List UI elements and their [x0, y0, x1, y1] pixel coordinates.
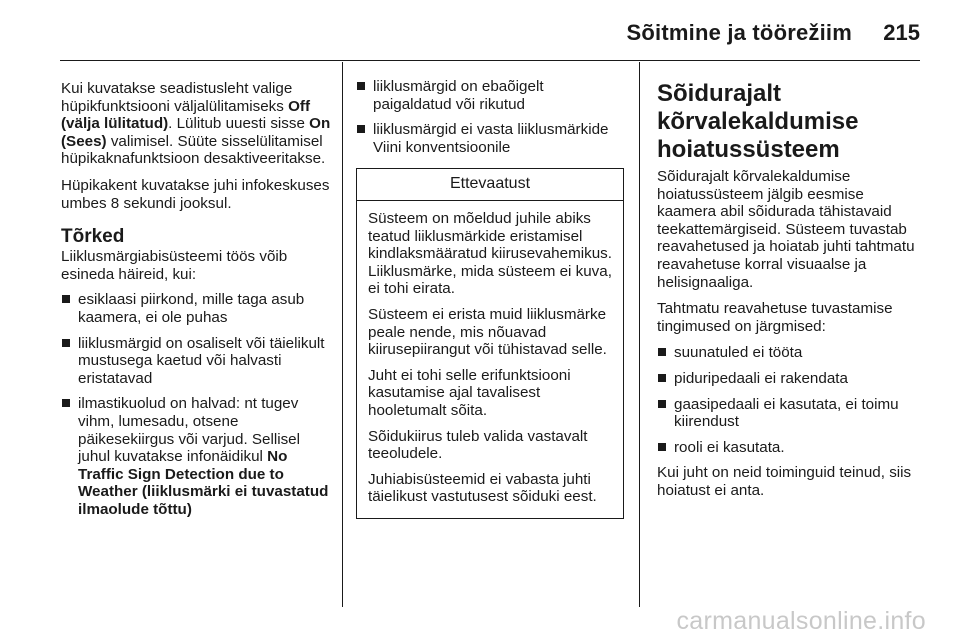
faults-intro: Liiklusmärgiabisüsteemi töös võib esineda häireid, kui:	[61, 248, 288, 283]
paragraph-system-description: Sõidurajalt kõrvalekaldumise hoiatussüsteem jälgib eesmise kaamera abil sõidurada tähistavaid teekattemärgiseid. Süsteem tuvastab reavahetused ja hoiatab juhti tahtmatu reavahetuse korral visuaalse ja helisignaaliga.	[657, 168, 915, 291]
caution-paragraph: Juht ei tohi selle erifunktsiooni kasutamise ajal tavalisest hooletumalt sõita.	[368, 366, 571, 419]
column-2	[356, 78, 626, 519]
header-rule	[60, 60, 920, 61]
faults-list	[61, 291, 333, 518]
page-header	[0, 0, 960, 62]
paragraph-no-warning: Kui juht on neid toiminguid teinud, siis hoiatust ei anta.	[657, 464, 912, 499]
faults-heading: Tõrked	[61, 226, 125, 248]
list-item: liiklusmärgid ei vasta liiklusmärkide Viini konventsioonile	[356, 121, 626, 156]
column-3	[657, 80, 927, 509]
paragraph-popup-duration: Hüpikakent kuvatakse juhi infokeskuses umbes 8 sekundi jooksul.	[61, 176, 330, 212]
column-divider-1	[342, 62, 343, 607]
caution-title: Ettevaatust	[357, 169, 623, 201]
caution-paragraph: Süsteem on mõeldud juhile abiks teatud liiklusmärkide eristamisel kindlaksmääratud kiirusevahemikus. Liiklusmärke, mida süsteem ei kuva, ei tohi eirata.	[368, 209, 612, 298]
paragraph-popup-settings: Kui kuvatakse seadistusleht valige hüpikfunktsiooni väljalülitamiseks Off (välja lülitatud). Lülitub uuesti sisse On (Sees) valimisel. Süüte sisselülitamisel hüpikaknafunktsioon desaktiveeritakse.	[61, 80, 331, 168]
conditions-list	[657, 344, 927, 456]
bullet-square-icon	[62, 399, 70, 407]
bullet-square-icon	[658, 374, 666, 382]
bullet-square-icon	[658, 443, 666, 451]
bullet-square-icon	[62, 339, 70, 347]
paragraph-conditions-intro: Tahtmatu reavahetuse tuvastamise tingimused on järgmised:	[657, 300, 893, 335]
caution-paragraph: Süsteem ei erista muid liiklusmärke peale nende, mis nõuavad kiirusepiirangut või tühistavad selle.	[368, 305, 607, 359]
weather-message: No Traffic Sign Detection due to Weather (liiklusmärki ei tuvastatud ilmaolude tõttu)	[78, 448, 329, 518]
list-item: piduripedaali ei rakendata	[657, 370, 927, 388]
caution-paragraph: Juhiabisüsteemid ei vabasta juhti täielikust vastutusest sõiduki eest.	[368, 470, 597, 506]
list-item: esiklaasi piirkond, mille taga asub kaamera, ei ole puhas	[61, 291, 333, 326]
bullet-square-icon	[62, 295, 70, 303]
column-divider-2	[639, 62, 640, 607]
off-setting-label: Off (välja lülitatud)	[61, 97, 311, 133]
list-item: gaasipedaali ei kasutata, ei toimu kiirendust	[657, 396, 927, 431]
bullet-square-icon	[357, 125, 365, 133]
section-heading: Sõidurajalt kõrvalekaldumise hoiatussüsteem	[657, 80, 859, 163]
faults-list-continued	[356, 78, 626, 156]
bullet-square-icon	[658, 348, 666, 356]
bullet-square-icon	[658, 400, 666, 408]
caution-body	[357, 201, 623, 518]
watermark: carmanualsonline.info	[676, 607, 926, 635]
list-item: liiklusmärgid on ebaõigelt paigaldatud või rikutud	[356, 78, 626, 113]
column-1	[61, 80, 333, 526]
page-number: 215	[883, 20, 920, 45]
on-setting-label: On (Sees)	[61, 115, 331, 150]
list-item: liiklusmärgid on osaliselt või täielikult mustusega kaetud või halvasti eristatavad	[61, 335, 333, 388]
list-item: suunatuled ei tööta	[657, 344, 927, 362]
list-item: ilmastikuolud on halvad: nt tugev vihm, lumesadu, otsene päikesekiirgus või varjud. Sellisel juhul kuvatakse infonäidikul No Traffic Sign Detection due to Weather (liiklusmärki ei tuvastatud ilmaolude tõttu)	[61, 395, 333, 518]
page-title: Sõitmine ja töörežiim	[626, 20, 852, 45]
caution-paragraph: Sõidukiirus tuleb valida vastavalt teeoludele.	[368, 427, 588, 463]
caution-box	[356, 168, 624, 519]
bullet-square-icon	[357, 82, 365, 90]
list-item: rooli ei kasutata.	[657, 439, 927, 457]
